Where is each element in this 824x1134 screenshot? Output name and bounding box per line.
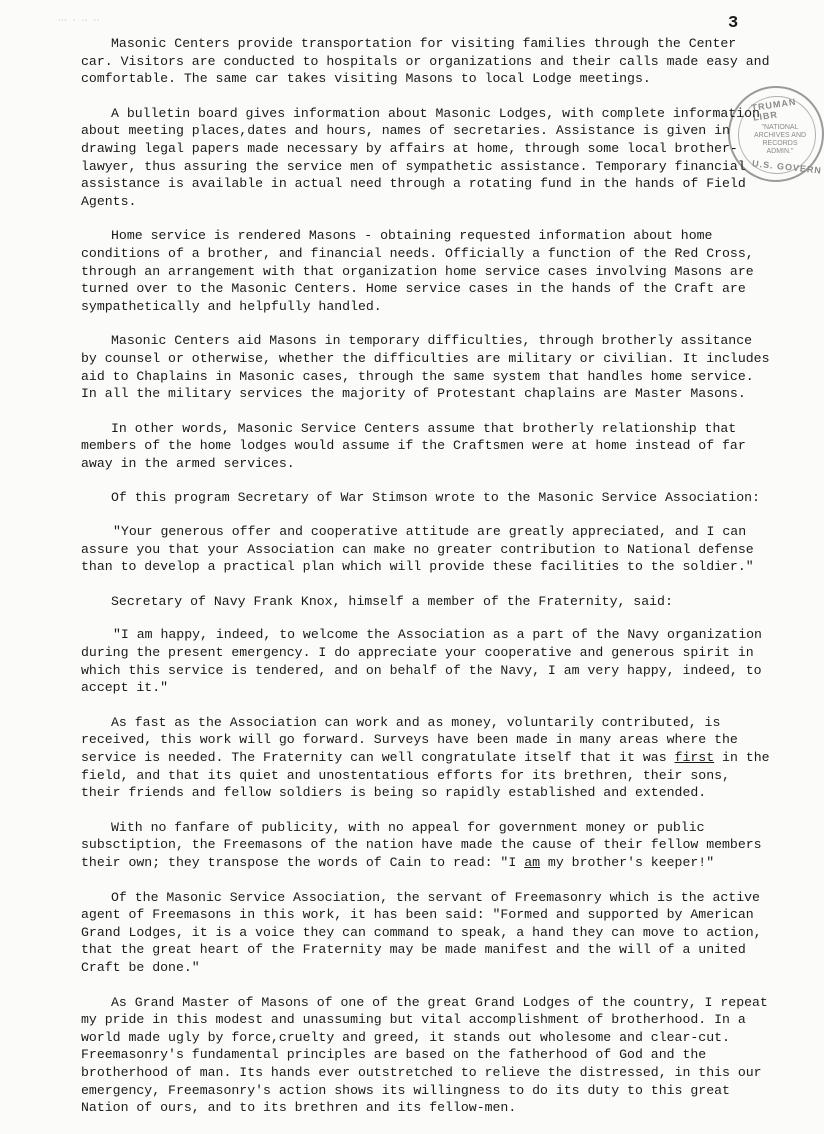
paragraph: Home service is rendered Masons - obtaining requested information about home conditions of a brother, and financial needs. Officially a function of the Red Cross, through an arrangement with that organization home service cases involving Masons are turned over to the Masonic Centers. Home service cases in the hands of the Craft are sympathetically and helpfully handled. [81,228,754,314]
emphasis-first: first [674,750,715,765]
paragraph [81,714,771,802]
paragraph: In other words, Masonic Service Centers assume that brotherly relationship that members of the home lodges would assume if the Craftsmen were at home instead of far away in the armed services. [81,420,746,471]
paragraph: Secretary of Navy Frank Knox, himself a member of the Fraternity, said: [111,593,673,609]
paragraph: Of this program Secretary of War Stimson wrote to the Masonic Service Association: [111,490,760,506]
stamp-bottom-text: U.S. GOVERN [751,158,823,176]
paragraph-text-after: in the field, and that its quiet and unostentatious efforts for its brethren, their sons, their friends and fellow soldiers is being so rapidly established and extended. [81,750,770,801]
emphasis-am: am [524,854,541,870]
stamp-middle-text: "NATIONAL ARCHIVES AND RECORDS ADMIN." [753,124,807,155]
paragraph-text-before: With no fanfare of publicity, with no appeal for government money or public subsctiption, the Freemasons of the nation have made the cause of their fellow members their own; they transpose the words of Cain to read: "I [81,819,762,870]
header-mark: ᐧᐧᐧ ᐧ ᐧᐧ ᐧᐧ [58,17,100,26]
quote-knox: "I am happy, indeed, to welcome the Association as a part of the Navy organization during the present emergency. I do appreciate your cooperative and generous spirit in which this service is tendered, and on behalf of the Navy, I am very happy, indeed, to accept it." [81,627,762,696]
paragraph: A bulletin board gives information about Masonic Lodges, with complete information about meeting places,dates and hours, names of secretaries. Assistance is given in drawing legal papers made necessary by affairs at home, through some local brother-lawyer, thus assuring the service men of sympathetic assistance. Temporary financial assistance is available in actual need through a rotating fund in the hands of Field Agents. [81,105,760,209]
paragraph: Masonic Centers provide transportation for visiting families through the Center car. Visitors are conducted to hospitals or organizations and their calls made easy and comfortable. The same car takes visiting Masons to local Lodge meetings. [81,36,770,87]
paragraph: Masonic Centers aid Masons in temporary difficulties, through brotherly assitance by counsel or otherwise, whether the difficulties are military or civilian. It includes aid to Chaplains in Masonic cases, through the same system that handles home service. In all the military services the majority of Protestant chaplains are Master Masons. [81,333,770,402]
paragraph-text-before: As fast as the Association can work and as money, voluntarily contributed, is received, this work will go forward. Surveys have been made in many areas where the service is needed. The Fraternity can well congratulate itself that it was [81,714,738,765]
paragraph: As Grand Master of Masons of one of the great Grand Lodges of the country, I repeat my pride in this modest and unassuming but vital accomplishment of brotherhood. In a world made ugly by force,cruelty and greed, it stands out wholesome and clear-cut. Freemasonry's fundamental principles are based on the fatherhood of God and the brotherhood of man. Its hands ever outstretched to relieve the distressed, in this our emergency, Freemasonry's action shows its willingness to do its duty to this great Nation of ours, and to its brethren and its fellow-men. [81,994,768,1116]
paragraph: Of the Masonic Service Association, the servant of Freemasonry which is the active agent of Freemasons in this work, it has been said: "Formed and supported by American Grand Lodges, it is a voice they can command to speak, a hand they can move to action, that the great heart of the Fraternity may be made manifest and the will of a united Craft be done." [81,889,762,975]
paragraph [81,819,771,872]
quote-stimson: "Your generous offer and cooperative attitude are greatly appreciated, and I can assure you that your Association can make no greater contribution to National defense than to develop a practical plan which will provide these facilities to the soldier." [81,524,754,575]
page-number: 3 [728,14,739,33]
body-text [81,35,771,1134]
stamp-top-text: TRUMAN LIBR [750,96,797,123]
paragraph-text-after: my brother's keeper!" [540,854,715,870]
